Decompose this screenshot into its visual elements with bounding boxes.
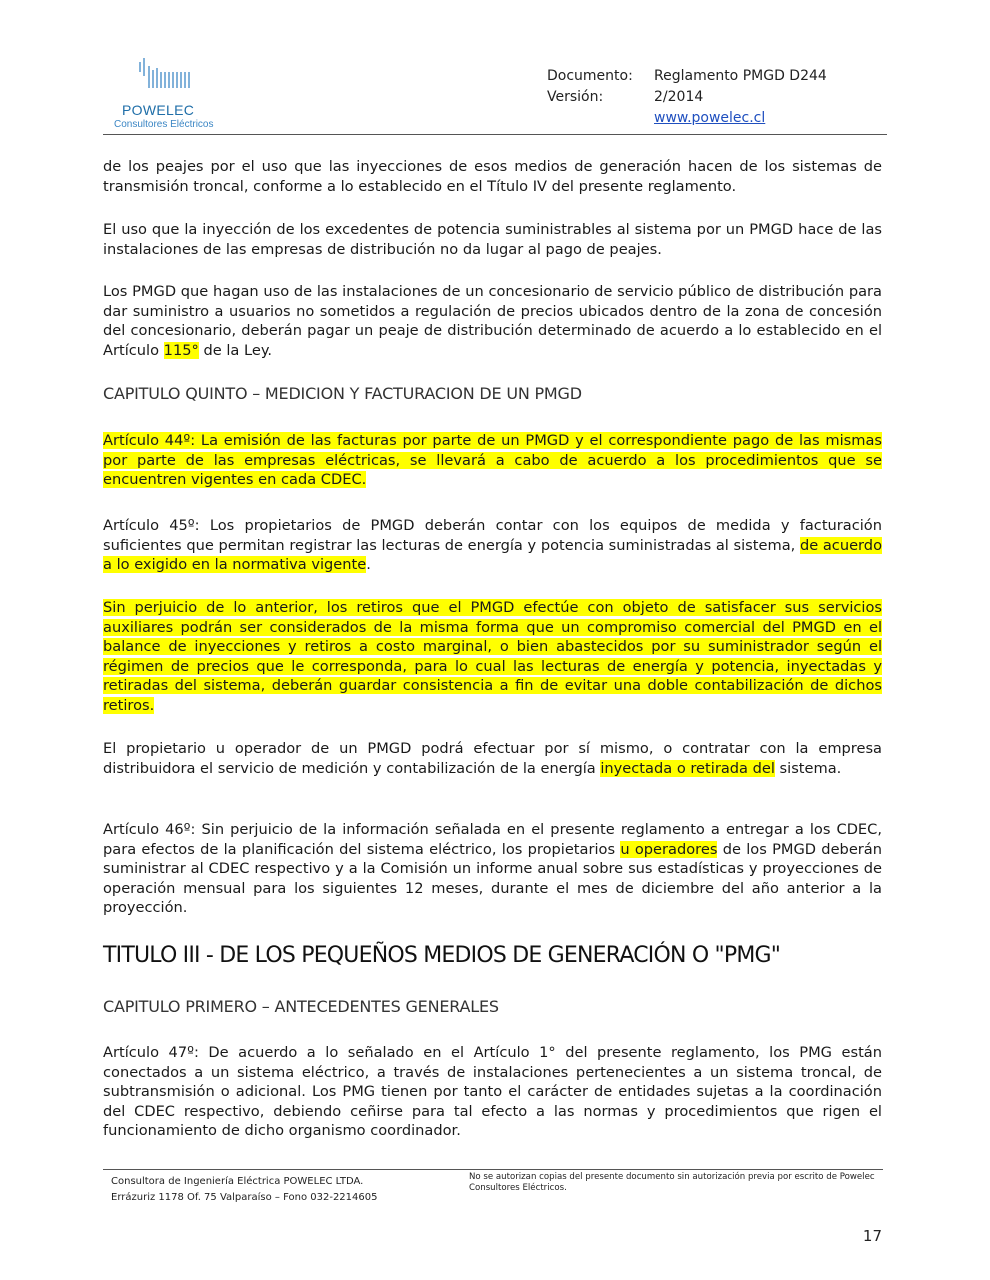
version-value: 2/2014 [654, 89, 704, 105]
doc-label: Documento: [547, 68, 633, 84]
highlight-normativa: de acuerdo a lo exigido en la normativa vigente [103, 536, 882, 574]
version-label: Versión: [547, 89, 604, 105]
highlight-article-44: Artículo 44º: La emisión de las facturas por parte de un PMGD y el correspondiente pago de las mismas por parte de las empresas eléctricas, se llevará a cabo de acuerdo a los procedimientos que se encuentren vigentes en cada CDEC. [103, 432, 882, 489]
logo-name: POWELEC [122, 102, 195, 118]
paragraph-peaje-distribucion: Los PMGD que hagan uso de las instalaciones de un concesionario de servicio público de distribución para dar suministro a usuarios no sometidos a regulación de precios ubicados dentro de la zona de concesión del concesionario, deberán pagar un peaje de distribución determinado de acuerdo a lo establecido en el Artículo 115° de la Ley. [103, 283, 882, 359]
article-46: Artículo 46º: Sin perjuicio de la información señalada en el presente reglamento a entregar a los CDEC, para efectos de la planificación del sistema eléctrico, los propietarios u operadores de los PMGD deberán suministrar al CDEC respectivo y a la Comisión un informe anual sobre sus estadísticas y proyecciones de operación mensual para los siguientes 12 meses, durante el mes de diciembre del año anterior a la proyección. [103, 821, 882, 917]
paragraph-propietario: El propietario u operador de un PMGD podrá efectuar por sí mismo, o contratar con la empresa distribuidora el servicio de medición y contabilización de la energía inyectada o retirada del sistema. [103, 740, 882, 777]
logo-bars-icon [138, 58, 198, 94]
highlight-inyectada: inyectada o retirada del [600, 759, 775, 777]
footer-divider [103, 1169, 883, 1170]
paragraph-excedentes: El uso que la inyección de los excedentes de potencia suministrables al sistema por un PMGD hace de las instalaciones de las empresas de distribución no da lugar al pago de peajes. [103, 221, 882, 258]
paragraph-retiros [103, 598, 882, 716]
document-info [547, 66, 827, 129]
chapter-5-heading: CAPITULO QUINTO – MEDICION Y FACTURACION DE UN PMGD [103, 384, 582, 403]
title-3-heading: TITULO III - DE LOS PEQUEÑOS MEDIOS DE GENERACIÓN O "PMG" [103, 943, 781, 968]
chapter-1-heading: CAPITULO PRIMERO – ANTECEDENTES GENERALES [103, 997, 499, 1016]
footer-company: Consultora de Ingeniería Eléctrica POWELEC LTDA. [111, 1176, 364, 1187]
highlight-115: 115° [163, 341, 199, 359]
article-47: Artículo 47º: De acuerdo a lo señalado en el Artículo 1° del presente reglamento, los PMG están conectados a un sistema eléctrico, a través de instalaciones pertenecientes a un sistema troncal, de subtransmisión o adicional. Los PMG tienen por tanto el carácter de entidades sujetas a la coordinación del CDEC respectivo, debiendo ceñirse para tal efecto a las normas y procedimientos que rigen el funcionamiento de dicho organismo coordinador. [103, 1044, 882, 1140]
footer-company-block [111, 1174, 377, 1206]
paragraph-peajes-troncal: de los peajes por el uso que las inyecciones de esos medios de generación hacen de los sistemas de transmisión troncal, conforme a lo establecido en el Título IV del presente reglamento. [103, 158, 882, 195]
logo-tagline: Consultores Eléctricos [114, 119, 214, 130]
highlight-retiros: Sin perjuicio de lo anterior, los retiros que el PMGD efectúe con objeto de satisfacer sus servicios auxiliares podrán ser considerados de la misma forma que un compromiso comercial del PMGD en el balance de inyecciones y retiros a costo marginal, o bien abastecidos por su suministrador según el régimen de precios que le corresponda, para lo cual las lecturas de energía y potencia, inyectadas y retiradas del sistema, deberán guardar consistencia a fin de evitar una doble contabilización de dichos retiros. [103, 599, 882, 714]
article-44 [103, 431, 882, 490]
website-link[interactable]: www.powelec.cl [654, 110, 766, 126]
header-divider [103, 134, 887, 135]
page-number: 17 [862, 1227, 882, 1245]
doc-value: Reglamento PMGD D244 [654, 68, 827, 84]
footer-address: Errázuriz 1178 Of. 75 Valparaíso – Fono 032-2214605 [111, 1192, 378, 1203]
company-logo [112, 58, 222, 134]
highlight-operadores: u operadores [620, 840, 718, 858]
footer-notice: No se autorizan copias del presente documento sin autorización previa por escrito de Powelec Consultores Eléctricos. [469, 1172, 875, 1193]
article-45: Artículo 45º: Los propietarios de PMGD deberán contar con los equipos de medida y facturación suficientes que permitan registrar las lecturas de energía y potencia suministradas al sistema, de acuerdo a lo exigido en la normativa vigente. [103, 517, 882, 574]
